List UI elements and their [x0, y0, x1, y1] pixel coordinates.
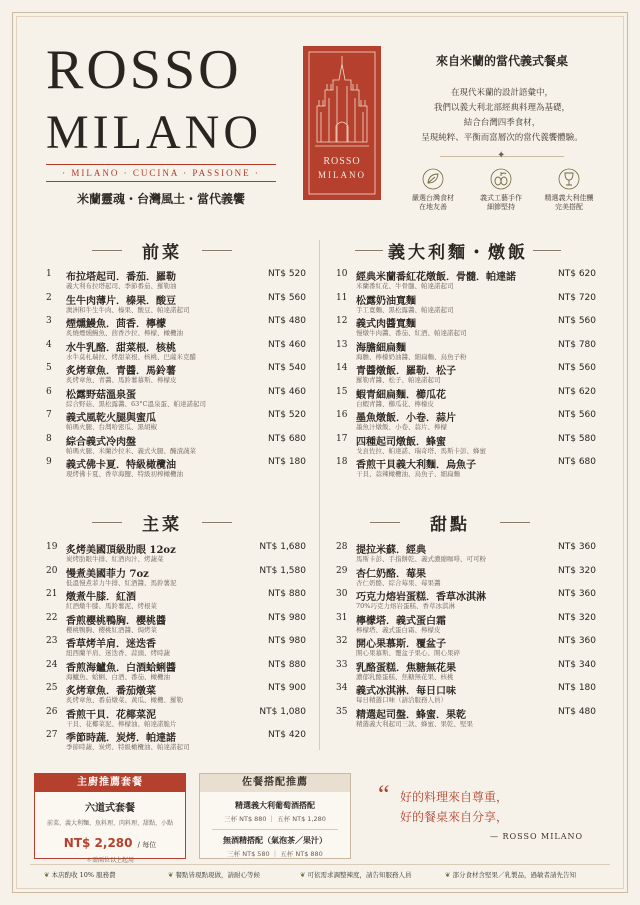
menu-item [46, 339, 306, 365]
section-rule [500, 522, 530, 523]
section-rule [202, 250, 232, 251]
chef-set-box [34, 773, 186, 864]
item-price: NT$ 360 [558, 589, 596, 599]
section-title-pasta: 義大利麵・燉飯 [388, 243, 528, 263]
item-number: 22 [46, 612, 58, 623]
item-description: 每日精選口味（請洽服務人員） [356, 696, 447, 704]
item-name: 炙烤章魚．番茄燉菜 [66, 686, 156, 697]
item-description: 紅酒燉牛膝、馬鈴薯泥、烤根菜 [66, 602, 157, 610]
item-description: 精選義大利起司三款、蜂蜜、果乾、堅果 [356, 719, 473, 728]
menu-item [46, 315, 306, 341]
footer-note-text: 餐點皆現點現做，請耐心等候 [175, 871, 261, 879]
leaf-icon: ❦ [44, 871, 52, 879]
logo-name-line2: MILANO [318, 170, 366, 180]
feature-label: 嚴選台灣食材 [412, 194, 454, 202]
column-divider [319, 240, 320, 750]
menu-item [46, 682, 306, 708]
item-price: NT$ 360 [558, 636, 596, 646]
chef-set-header: 主廚推薦套餐 [35, 774, 185, 792]
item-name: 義式肉醬寬麵 [356, 319, 416, 330]
footer-note-service [44, 870, 116, 879]
leaf-icon [422, 168, 444, 190]
wine-pairing-box [199, 773, 351, 859]
item-number: 26 [46, 706, 58, 717]
item-name: 炙烤美國頂級肋眼 12oz [66, 545, 176, 556]
item-description: 炙燒煙燻鰻魚、茴香沙拉、檸檬、橄欖油 [66, 329, 183, 337]
item-price: NT$ 320 [558, 565, 596, 576]
feature-handcraft [470, 168, 532, 212]
item-price: NT$ 980 [268, 636, 306, 646]
item-price: NT$ 1,680 [259, 542, 306, 552]
item-price: NT$ 420 [268, 730, 306, 740]
menu-item [336, 541, 596, 567]
chef-set-desc: 前菜、義大利麵、魚料理、肉料理、甜點、小點 [46, 820, 173, 827]
footer-note-allergy [445, 870, 576, 879]
item-price: NT$ 520 [268, 410, 306, 420]
section-rule [92, 522, 122, 523]
item-price: NT$ 980 [268, 612, 306, 623]
item-number: 16 [336, 410, 348, 420]
footer-note-wait [168, 870, 260, 879]
item-description: 手工寬麵、黑松露醬、帕達諾起司 [356, 305, 454, 314]
menu-item [46, 729, 306, 755]
item-name: 炙烤章魚．青醬．馬鈴薯 [66, 366, 176, 377]
wine-glass-icon [558, 168, 580, 190]
feature-wine [538, 168, 600, 212]
menu-item [46, 292, 306, 318]
item-description: 海鱸魚、蛤蜊、白酒、番茄、橄欖油 [66, 672, 170, 681]
item-number: 7 [46, 410, 52, 420]
wine-pairing-prices: 三杯 NT$ 880 ｜ 五杯 NT$ 1,280 [224, 815, 326, 823]
section-rule [202, 522, 232, 523]
item-description: 墨魚汁燉飯、小卷、蒜片、檸檬 [356, 423, 447, 431]
item-name: 杏仁奶酪．莓果 [356, 568, 426, 580]
menu-item [46, 268, 306, 294]
item-description: 米蘭番紅花、牛骨髓、帕達諾起司 [356, 282, 454, 290]
menu-item [46, 635, 306, 661]
item-number: 18 [336, 457, 348, 467]
item-name: 提拉米蘇．經典 [356, 545, 426, 556]
item-description: 戈貢佐拉、帕達諾、瑞奇塔、馬斯卡彭、蜂蜜 [356, 446, 486, 455]
section-title-mains: 主菜 [142, 515, 182, 535]
logo-name-line1: ROSSO [323, 156, 361, 167]
intro-title: 來自米蘭的當代義式餐桌 [435, 54, 568, 68]
item-name: 松露野菇溫泉蛋 [66, 389, 136, 401]
item-name: 香煎海鱸魚．白酒蛤蜊醬 [66, 662, 176, 674]
item-price: NT$ 180 [268, 457, 306, 467]
feature-sublabel: 在地友善 [419, 203, 447, 211]
footer-note-text: 部分食材含堅果／乳製品，過敏者請先告知 [452, 871, 577, 879]
item-name: 青醬燉飯．羅勒．松子 [356, 366, 456, 377]
feature-sublabel: 細節堅持 [487, 203, 515, 211]
section-rule [370, 522, 400, 523]
item-description: 炙烤章魚、番茄燉菜、黃瓜、橄欖、羅勒 [66, 696, 183, 704]
item-name: 水牛乳酪．甜菜根．核桃 [66, 342, 176, 354]
menu-item [336, 409, 596, 435]
item-number: 23 [46, 636, 58, 646]
item-name: 松露奶油寬麵 [356, 295, 416, 307]
item-price: NT$ 620 [558, 269, 596, 279]
item-price: NT$ 180 [558, 683, 596, 693]
olive-icon [490, 168, 512, 190]
menu-item [336, 682, 596, 708]
item-description: 檸檬塔、義式蛋白霜、檸檬皮 [356, 625, 441, 634]
item-name: 乳酪蛋糕．焦糖無花果 [356, 662, 456, 674]
item-number: 15 [336, 386, 348, 397]
feature-label: 義式工藝手作 [480, 194, 522, 202]
item-name: 開心果慕斯．覆盆子 [356, 639, 446, 650]
quote-signature: — ROSSO MILANO [490, 832, 584, 841]
menu-item [46, 588, 306, 614]
item-number: 34 [336, 683, 348, 693]
item-name: 煙燻鰻魚．茴香．檸檬 [66, 319, 166, 330]
item-number: 8 [46, 433, 52, 444]
item-number: 5 [46, 363, 52, 373]
item-price: NT$ 460 [268, 339, 306, 350]
ornament-icon: ✦ [497, 150, 506, 161]
intro-line: 在現代米蘭的設計語彙中， [450, 88, 553, 98]
item-number: 19 [46, 542, 58, 552]
item-number: 31 [336, 612, 348, 623]
menu-item [336, 612, 596, 638]
menu-item [336, 635, 596, 661]
item-description: 慢燉牛肉醬、番茄、紅酒、帕達諾起司 [356, 329, 467, 337]
menu-item [46, 409, 306, 435]
item-description: 季節時蔬、炭烤、特級橄欖油、帕達諾起司 [66, 743, 190, 751]
menu-item [336, 706, 596, 732]
item-description: 干貝、蒜辣橄欖油、烏魚子、細扁麵 [356, 470, 460, 478]
item-price: NT$ 880 [268, 659, 306, 670]
item-name: 燉煮牛膝．紅酒 [66, 592, 136, 603]
item-price: NT$ 780 [558, 339, 596, 350]
item-name: 墨魚燉飯．小卷．蒜片 [356, 413, 456, 424]
item-name: 布拉塔起司．番茄．羅勒 [66, 272, 176, 283]
item-number: 28 [336, 542, 348, 552]
item-price: NT$ 680 [268, 433, 306, 444]
item-description: 綜合野菇、黑松露醬、63°C溫泉蛋、帕達諾起司 [66, 399, 206, 408]
menu-item [46, 659, 306, 685]
item-name: 海膽細扁麵 [356, 342, 406, 354]
leaf-icon: ❦ [168, 871, 176, 879]
section-rule [533, 250, 561, 251]
item-number: 25 [46, 683, 58, 693]
chef-set-unit: / 每位 [137, 841, 157, 849]
intro-line: 結合台灣四季食材， [463, 118, 541, 128]
item-description: 義大利布拉塔起司、季節番茄、羅勒油 [66, 282, 177, 290]
footer-note-text: 可依需求調整辣度，請告知服務人員 [307, 871, 412, 879]
item-price: NT$ 620 [558, 386, 596, 397]
item-name: 巧克力熔岩蛋糕．香草冰淇淋 [356, 592, 486, 603]
item-description: 70%巧克力熔岩蛋糕、香草冰淇淋 [356, 602, 455, 610]
item-name: 綜合義式冷肉盤 [66, 436, 136, 448]
item-name: 慢煮美國菲力 7oz [66, 568, 149, 580]
item-name: 義式風乾火腿與蜜瓜 [66, 413, 156, 424]
footer-rule [30, 864, 610, 865]
menu-item [336, 659, 596, 685]
intro-line: 呈現純粹、平衡而富層次的當代義饗體驗。 [421, 133, 583, 143]
quote-line1: 好的料理來自尊重， [400, 790, 509, 804]
quote-line2: 好的餐桌來自分享， [400, 810, 509, 824]
feature-local-ingredients [402, 168, 464, 212]
item-name: 精選起司盤．蜂蜜．果乾 [356, 709, 466, 721]
item-number: 21 [46, 589, 58, 599]
menu-item [336, 362, 596, 388]
chef-set-price: NT$ 2,280 [63, 836, 133, 850]
item-price: NT$ 560 [558, 363, 596, 373]
item-name: 經典米蘭番紅花燉飯．骨髓．帕達諾 [356, 272, 516, 283]
item-number: 32 [336, 636, 348, 646]
item-description: 馬斯卡彭、手指餅乾、義式濃縮咖啡、可可粉 [356, 555, 486, 563]
item-name: 檸檬塔．義式蛋白霜 [356, 615, 446, 627]
item-price: NT$ 560 [558, 410, 596, 420]
item-number: 4 [46, 339, 52, 350]
item-number: 27 [46, 730, 58, 740]
item-price: NT$ 340 [558, 659, 596, 670]
item-description: 水牛莫札瑞拉、烤甜菜根、核桃、巴薩米克醋 [66, 352, 196, 361]
section-title-appetizers: 前菜 [142, 243, 182, 263]
section-rule [355, 250, 383, 251]
item-price: NT$ 580 [558, 433, 596, 444]
section-title-desserts: 甜點 [430, 515, 470, 535]
item-number: 1 [46, 269, 52, 279]
item-description: 白蝦青醬、櫛瓜花、檸檬皮 [356, 399, 434, 408]
menu-item [46, 456, 306, 482]
chef-set-name: 六道式套餐 [85, 803, 135, 814]
menu-item [336, 565, 596, 591]
item-price: NT$ 540 [268, 363, 306, 373]
item-price: NT$ 480 [558, 706, 596, 717]
item-description: 現烤佛卡夏、香草海鹽、特級初榨橄欖油 [66, 470, 183, 478]
item-number: 6 [46, 386, 52, 397]
item-description: 濃郁乳酪蛋糕、焦糖無花果、核桃 [356, 672, 454, 681]
item-number: 24 [46, 659, 58, 670]
wine-pairing-header: 佐餐搭配推薦 [200, 774, 350, 792]
non-alcoholic-prices: 三杯 NT$ 580 ｜ 五杯 NT$ 880 [227, 850, 323, 858]
item-description: 開心果慕斯、覆盆子果心、開心果碎 [356, 649, 460, 657]
intro-line: 我們以義大利北部經典料理為基礎， [433, 103, 570, 113]
feature-label: 精選義大利佳釀 [544, 194, 594, 202]
item-number: 12 [336, 316, 348, 326]
item-number: 2 [46, 292, 52, 303]
item-description: 紐西蘭羊肩、迷迭香、蒜頭、烤時蔬 [66, 649, 170, 657]
item-number: 3 [46, 316, 52, 326]
item-number: 35 [336, 706, 348, 717]
item-name: 香煎干貝義大利麵．烏魚子 [356, 460, 476, 471]
menu-item [46, 706, 306, 732]
item-price: NT$ 520 [268, 269, 306, 279]
item-description: 炙烤章魚、青醬、馬鈴薯慕斯、檸檬皮 [66, 376, 177, 384]
item-description: 帕瑪火腿、台灣哈密瓜、黑胡椒 [66, 423, 157, 431]
item-number: 29 [336, 565, 348, 576]
menu-item [46, 433, 306, 459]
non-alcoholic-title: 無酒精搭配（氣泡茶／果汁） [223, 835, 327, 845]
brand-slogan: 米蘭靈魂・台灣風土・當代義饗 [76, 192, 245, 206]
item-description: 櫻桃鴨胸、櫻桃紅酒醬、焗烤菜 [66, 625, 157, 634]
item-name: 香煎櫻桃鴨胸．櫻桃醬 [66, 615, 166, 627]
menu-item [46, 612, 306, 638]
brand-title-line1: ROSSO [46, 39, 242, 101]
item-number: 14 [336, 363, 348, 373]
menu-item [336, 268, 596, 294]
menu-item [336, 386, 596, 412]
item-name: 四種起司燉飯．蜂蜜 [356, 436, 446, 448]
item-price: NT$ 360 [558, 542, 596, 552]
menu-item [46, 565, 306, 591]
item-number: 13 [336, 339, 348, 350]
menu-item [46, 362, 306, 388]
item-price: NT$ 480 [268, 316, 306, 326]
item-number: 10 [336, 269, 348, 279]
item-number: 9 [46, 457, 52, 467]
item-name: 義式佛卡夏．特級橄欖油 [66, 460, 176, 471]
item-price: NT$ 880 [268, 589, 306, 599]
item-price: NT$ 680 [558, 457, 596, 467]
menu-item [46, 386, 306, 412]
item-name: 香草烤羊肩．迷迭香 [66, 639, 156, 650]
leaf-icon: ❦ [445, 871, 453, 879]
footer-note-text: 本店酌收 10% 服務費 [51, 871, 116, 879]
item-number: 17 [336, 433, 348, 444]
item-price: NT$ 1,580 [259, 565, 306, 576]
cathedral-logo [303, 46, 381, 200]
item-price: NT$ 320 [558, 612, 596, 623]
item-name: 義式冰淇淋．每日口味 [356, 686, 456, 697]
section-rule [92, 250, 122, 251]
menu-item [336, 339, 596, 365]
item-number: 33 [336, 659, 348, 670]
brand-tagline: · MILANO · CUCINA · PASSIONE · [46, 164, 276, 182]
item-description: 低溫慢煮菲力牛排、紅酒醬、馬鈴薯泥 [66, 578, 177, 587]
menu-item [46, 541, 306, 567]
leaf-icon: ❦ [300, 871, 308, 879]
item-description: 羅勒青醬、松子、帕達諾起司 [356, 376, 441, 384]
menu-item [336, 315, 596, 341]
menu-item [336, 588, 596, 614]
item-description: 帕瑪火腿、米蘭沙拉米、義式火腿、醃漬蔬菜 [66, 446, 196, 455]
item-number: 30 [336, 589, 348, 599]
footer-note-spice [300, 870, 412, 879]
item-number: 11 [336, 292, 348, 303]
menu-item [336, 433, 596, 459]
item-name: 季節時蔬．炭烤．帕達諾 [66, 733, 176, 744]
item-price: NT$ 560 [558, 316, 596, 326]
brand-title-line2: MILANO [46, 106, 262, 159]
item-description: 澳洲和牛生牛肉、榛果、酸豆、帕達諾起司 [66, 305, 190, 314]
chef-set-note: ＊需兩位以上起用 [85, 857, 134, 864]
feature-sublabel: 完美搭配 [555, 203, 583, 211]
menu-item [336, 292, 596, 318]
item-description: 干貝、花椰菜泥、檸檬油、帕達諾脆片 [66, 719, 177, 728]
item-price: NT$ 460 [268, 386, 306, 397]
item-number: 20 [46, 565, 58, 576]
item-description: 杏仁奶酪、綜合莓果、莓果醬 [356, 578, 441, 587]
item-name: 蝦青細扁麵．櫛瓜花 [356, 389, 446, 401]
item-name: 香煎干貝．花椰菜泥 [66, 709, 156, 721]
menu-item [336, 456, 596, 482]
item-description: 海膽、檸檬奶油醬、細扁麵、烏魚子粉 [356, 352, 467, 361]
item-description: 炭烤肋眼牛排、紅酒肉汁、烤蔬菜 [66, 555, 164, 563]
item-price: NT$ 1,080 [259, 706, 306, 717]
item-price: NT$ 560 [268, 292, 306, 303]
item-name: 生牛肉薄片．榛果．酸豆 [66, 295, 176, 307]
wine-box-divider [212, 829, 338, 830]
item-price: NT$ 900 [268, 683, 306, 693]
wine-pairing-title: 精選義大利葡萄酒搭配 [235, 800, 315, 810]
item-price: NT$ 720 [558, 292, 596, 303]
quote-mark-icon: “ [378, 780, 390, 809]
